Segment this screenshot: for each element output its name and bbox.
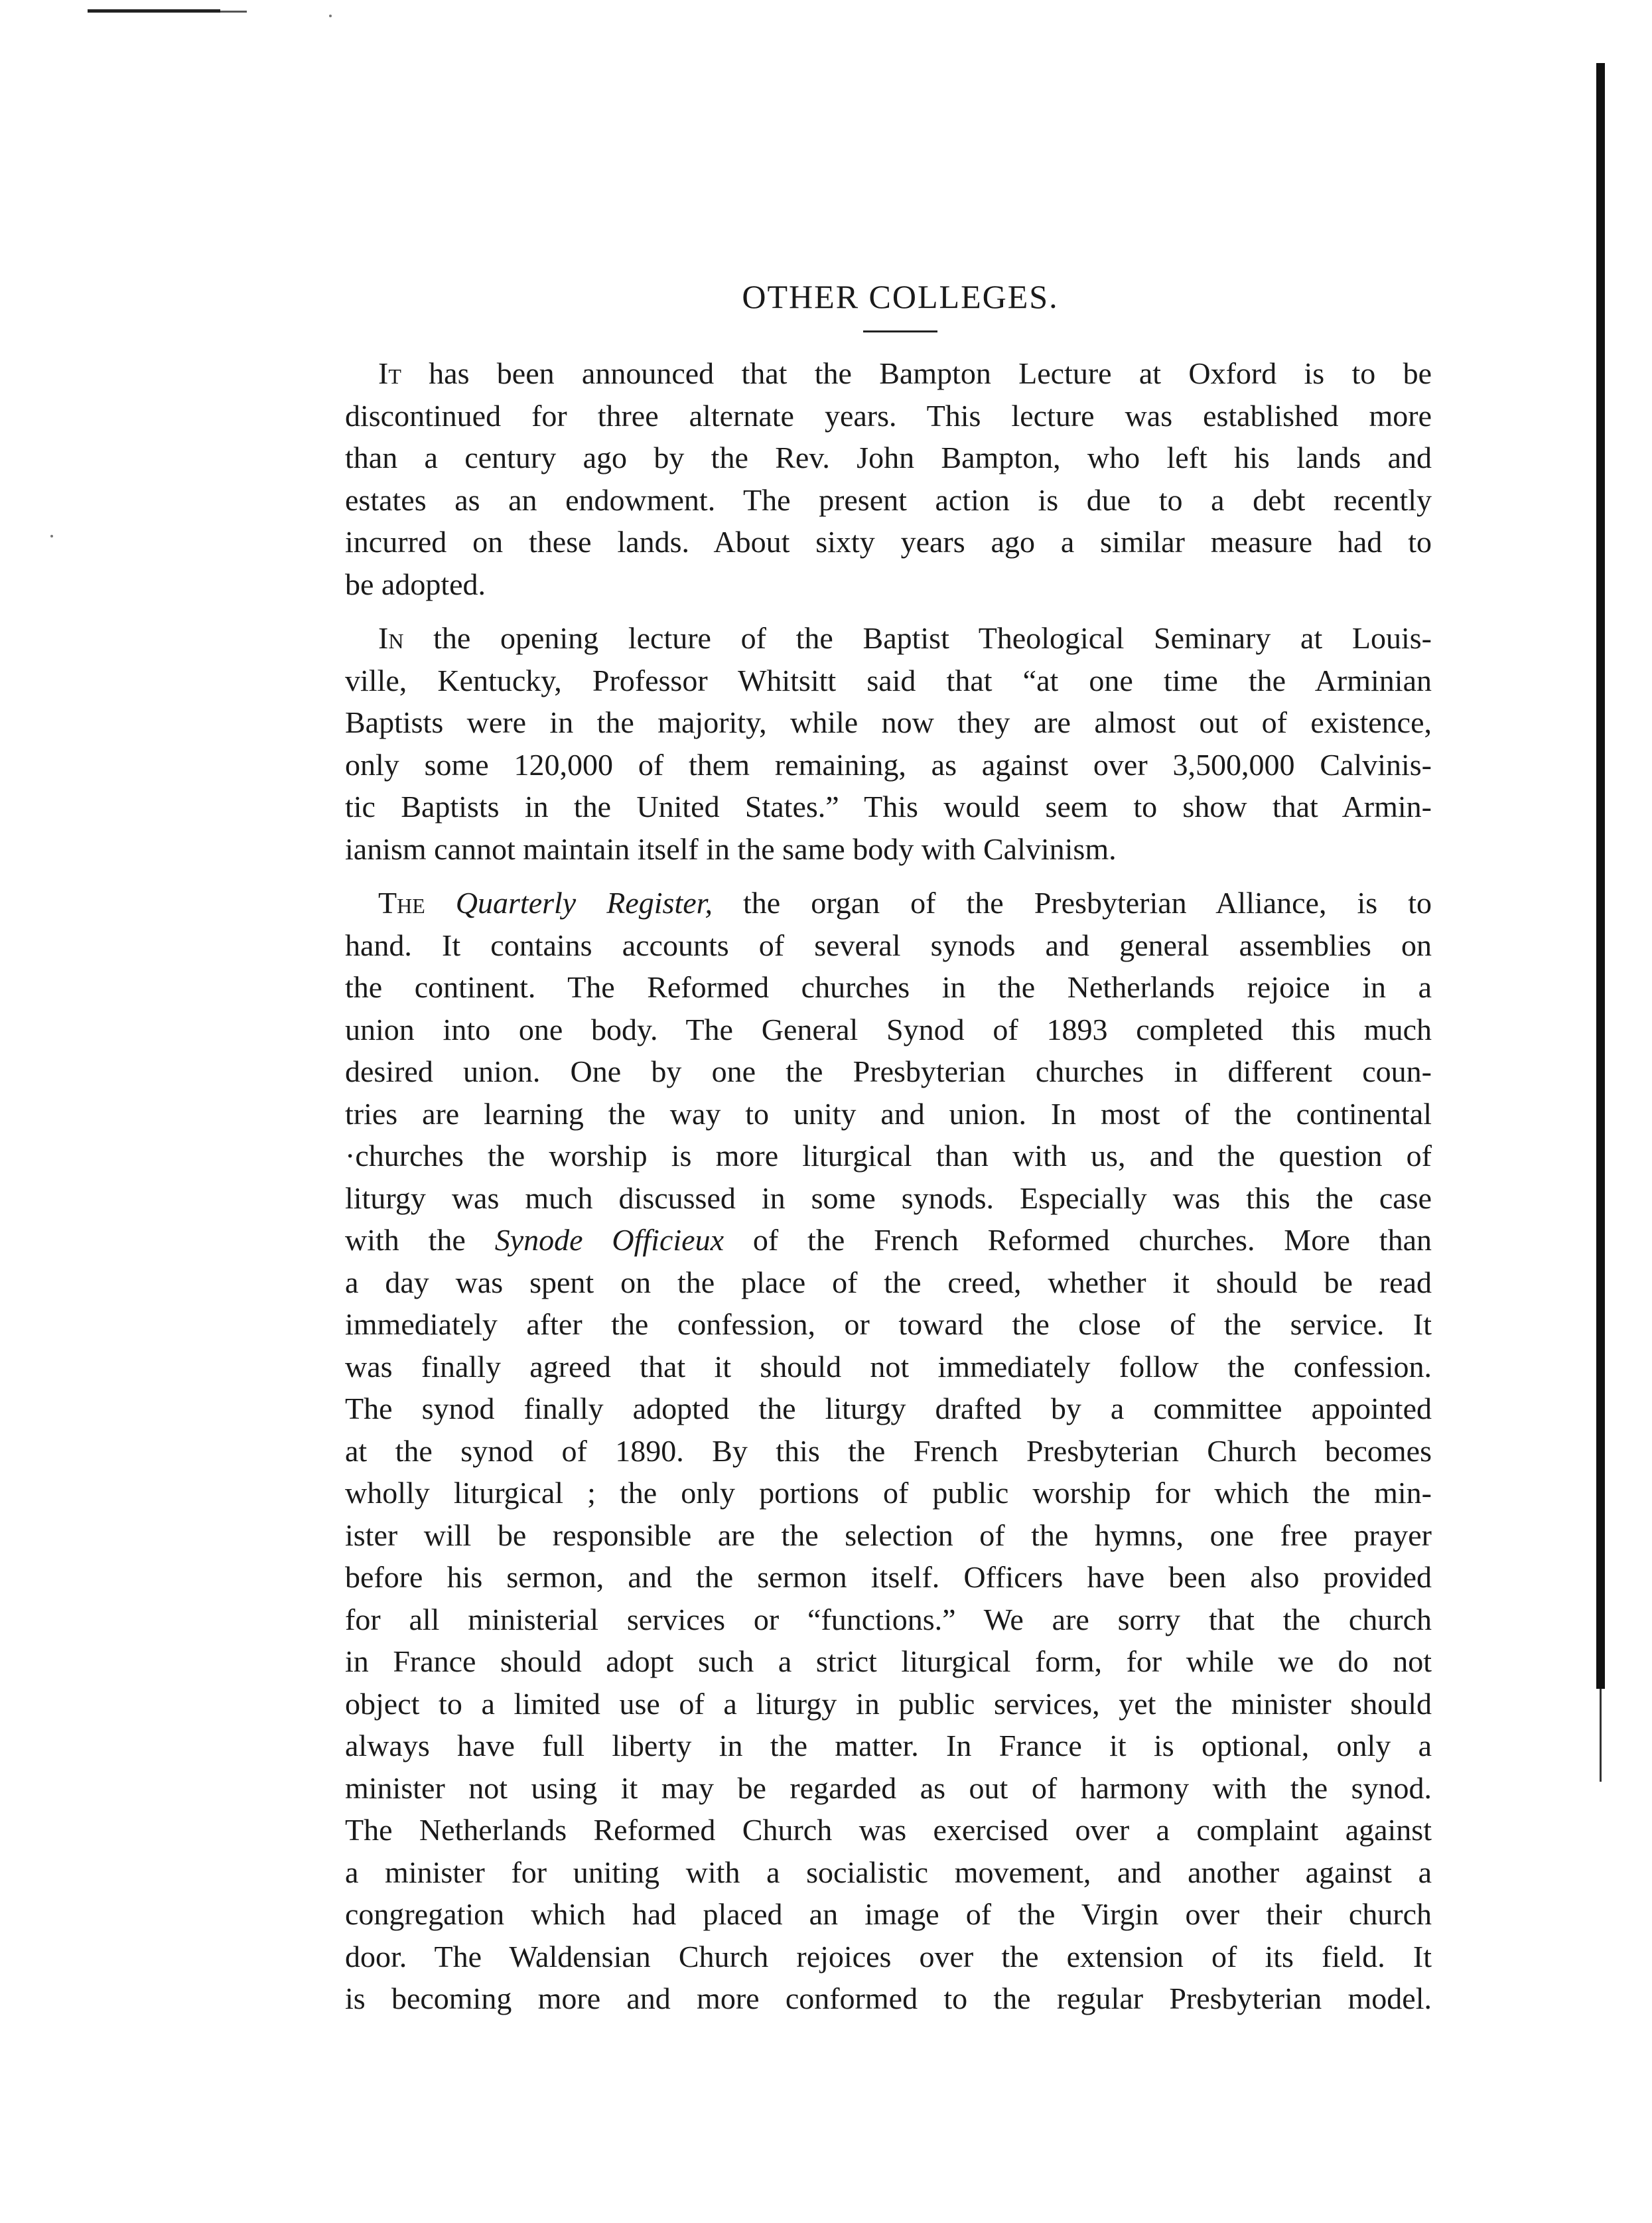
text-line: only some 120,000 of them remaining, as against over 3,500,000 Calvinis- xyxy=(345,747,1432,782)
text-line: door. The Waldensian Church rejoices over the extension of its field. It xyxy=(345,1939,1432,1973)
text-line: It has been announced that the Bampton Lecture at Oxford is to be xyxy=(378,356,1432,390)
text-line: is becoming more and more conformed to the regular Presbyterian model. xyxy=(345,1981,1432,2015)
text-line: object to a limited use of a liturgy in public services, yet the minister should xyxy=(345,1686,1432,1721)
text-line: tries are learning the way to unity and union. In most of the continental xyxy=(345,1096,1432,1131)
paragraph-quarterly-register-cont xyxy=(345,924,1432,2020)
text-line: ville, Kentucky, Professor Whitsitt said that “at one time the Arminian xyxy=(345,663,1432,697)
text-line: immediately after the confession, or toward the close of the service. It xyxy=(345,1307,1432,1341)
text-line: tic Baptists in the United States.” This would seem to show that Armin- xyxy=(345,790,1432,824)
lead-word: In xyxy=(378,621,404,655)
text-line: than a century ago by the Rev. John Bampton, who left his lands and xyxy=(345,441,1432,474)
text-line: wholly liturgical ; the only portions of public worship for which the min- xyxy=(345,1476,1432,1510)
right-binding-rule xyxy=(1596,63,1605,1689)
page-body xyxy=(345,277,1432,2020)
text-line: estates as an endowment. The present action is due to a debt recently xyxy=(345,482,1432,517)
text-line: for all ministerial services or “functions.” We are sorry that the church xyxy=(345,1602,1432,1636)
italic-title: Quarterly Register, xyxy=(455,886,713,920)
text-line: a minister for uniting with a socialistic movement, and another against a xyxy=(345,1855,1432,1889)
text-line: congregation which had placed an image of the Virgin over their church xyxy=(345,1897,1432,1931)
text-line: The Quarterly Register, the organ of the Presbyterian Alliance, is to xyxy=(378,886,1432,920)
text-line: the continent. The Reformed churches in the Netherlands rejoice in a xyxy=(345,970,1432,1004)
text-line: In the opening lecture of the Baptist Theological Seminary at Louis- xyxy=(378,621,1432,655)
text-line: ianism cannot maintain itself in the same body with Calvinism. xyxy=(345,831,1117,866)
text-line: Baptists were in the majority, while now they are almost out of existence, xyxy=(345,705,1432,739)
paragraph-quarterly-register xyxy=(345,882,1432,924)
text-line: was finally agreed that it should not immediately follow the confession. xyxy=(345,1349,1432,1384)
text-line: The Netherlands Reformed Church was exercised over a complaint against xyxy=(345,1813,1432,1847)
text-line: discontinued for three alternate years. This lecture was established more xyxy=(345,398,1432,433)
text-line: be adopted. xyxy=(345,567,486,601)
paragraph-baptist-seminary-cont xyxy=(345,660,1432,871)
text-line: union into one body. The General Synod of 1893 completed this much xyxy=(345,1012,1432,1046)
paragraph-bampton-lecture xyxy=(345,352,1432,395)
text-line: ister will be responsible are the selection of the hymns, one free prayer xyxy=(345,1518,1432,1552)
scan-speck xyxy=(50,535,53,538)
text-line: desired union. One by one the Presbyterian churches in different coun- xyxy=(345,1054,1432,1088)
paragraph-baptist-seminary xyxy=(345,617,1432,660)
text-line: before his sermon, and the sermon itself. Officers have been also provided xyxy=(345,1560,1432,1594)
text-line: The synod finally adopted the liturgy drafted by a committee appointed xyxy=(345,1392,1432,1425)
scan-mark-top-tail xyxy=(220,11,247,13)
text-line: a day was spent on the place of the creed, whether it should be read xyxy=(345,1265,1432,1299)
text-line: always have full liberty in the matter. In France it is optional, only a xyxy=(345,1729,1432,1762)
right-binding-rule-tail xyxy=(1600,1689,1602,1782)
text-line: with the Synode Officieux of the French Reformed churches. More than xyxy=(345,1223,1432,1257)
text-line: incurred on these lands. About sixty years ago a similar measure had to xyxy=(345,525,1432,559)
title-rule xyxy=(863,330,937,332)
text-line: liturgy was much discussed in some synods. Especially was this the case xyxy=(345,1181,1432,1215)
text-line: at the synod of 1890. By this the French Presbyterian Church becomes xyxy=(345,1433,1432,1468)
text-line: minister not using it may be regarded as out of harmony with the synod. xyxy=(345,1770,1432,1805)
scan-speck xyxy=(329,15,332,17)
paragraph-bampton-lecture-cont xyxy=(345,395,1432,606)
lead-word: The xyxy=(378,886,425,920)
text-line: hand. It contains accounts of several synods and general assemblies on xyxy=(345,928,1432,962)
scan-mark-top xyxy=(88,9,220,13)
page-title: OTHER COLLEGES. xyxy=(742,278,1059,315)
text-line: in France should adopt such a strict liturgical form, for while we do not xyxy=(345,1644,1432,1678)
lead-word: It xyxy=(378,356,401,390)
text-line: ·churches the worship is more liturgical than with us, and the question of xyxy=(345,1139,1432,1173)
italic-term: Synode Officieux xyxy=(494,1223,724,1257)
